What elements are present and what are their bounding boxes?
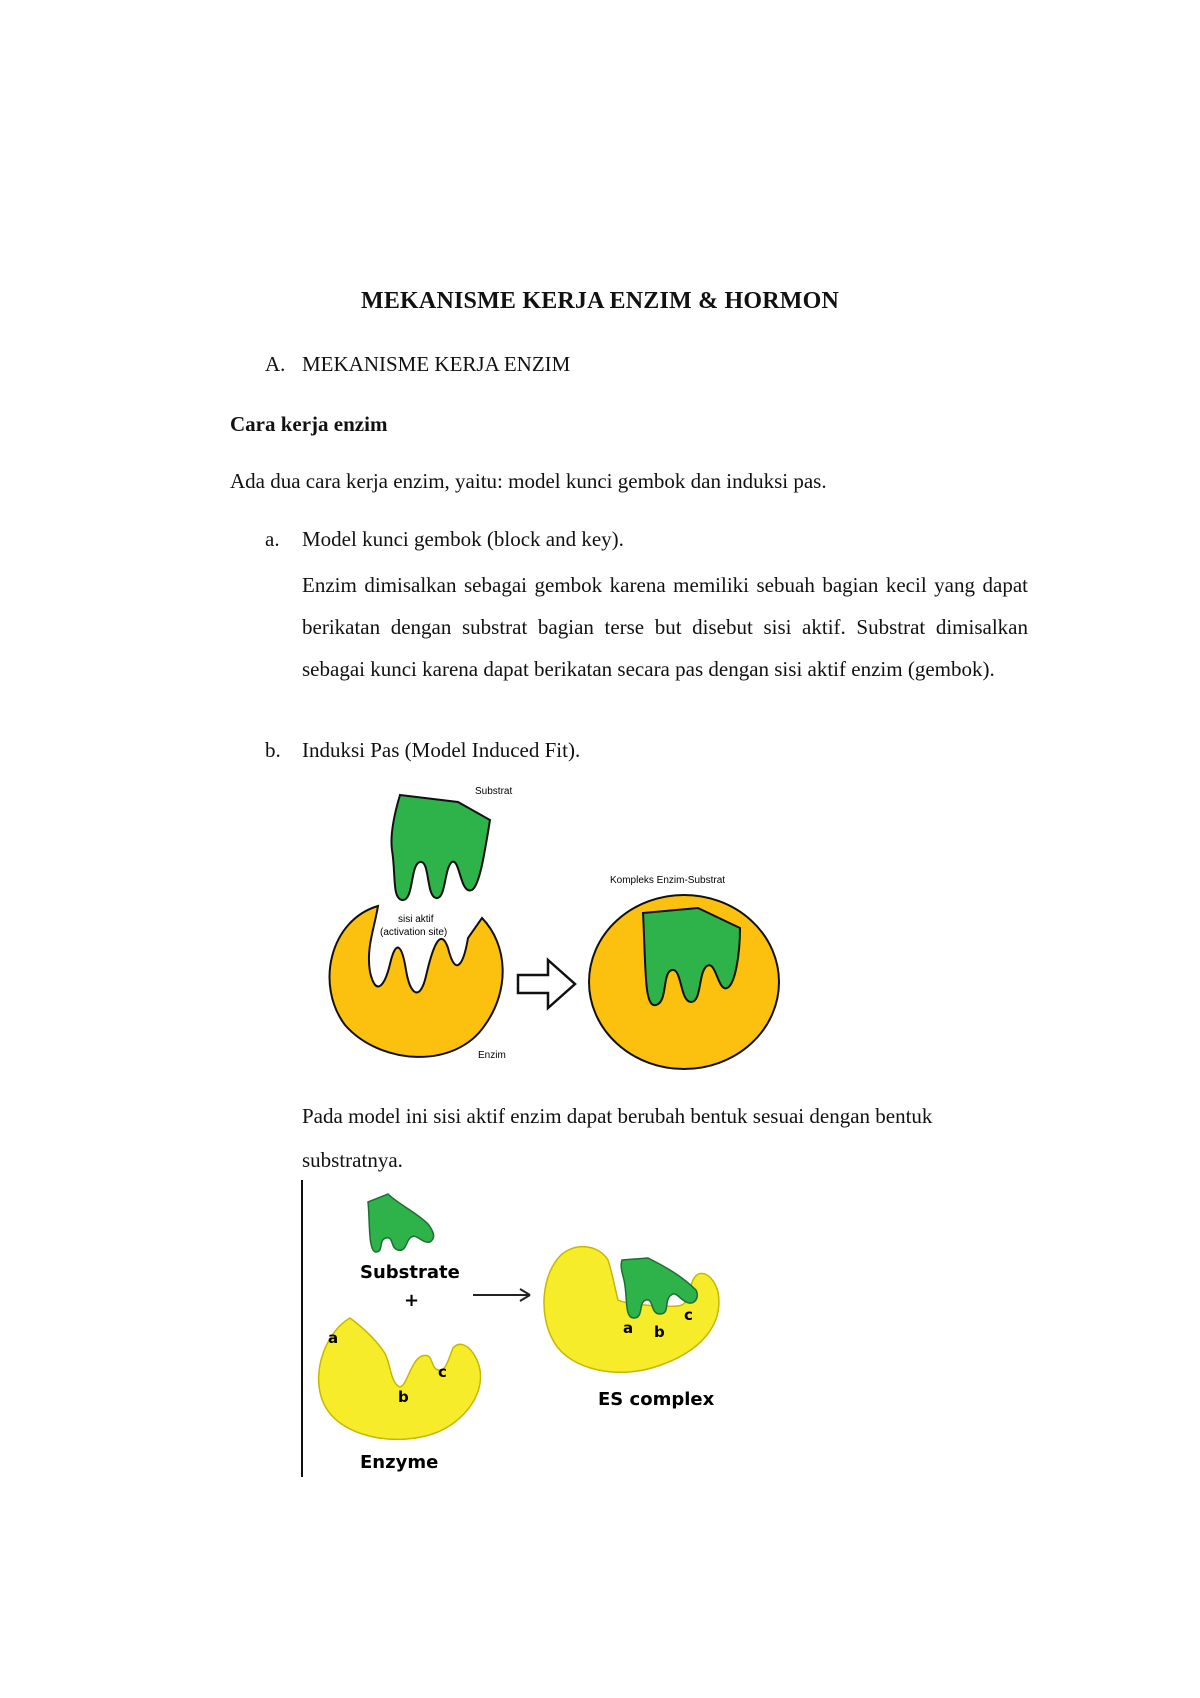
es-complex-label: ES complex — [598, 1389, 715, 1410]
enzyme-label: Enzyme — [360, 1452, 439, 1473]
site-label-line1: sisi aktif — [398, 914, 434, 925]
substrate-shape — [391, 795, 490, 900]
list-letter-b: b. — [265, 738, 281, 762]
figure-induced-fit — [298, 1180, 778, 1480]
substrate-label: Substrate — [360, 1262, 460, 1283]
enzim-label: Enzim — [478, 1050, 506, 1061]
site-b-left: b — [398, 1388, 409, 1406]
subheading: Cara kerja enzim — [230, 412, 388, 436]
arrow-right-icon — [518, 960, 575, 1008]
list-paragraph-a: Enzim dimisalkan sebagai gembok karena memiliki sebuah bagian kecil yang dapat berikatan dengan substrat bagian terse but disebut sisi aktif. Substrat dimisalkan sebagai kunci karena dapat berikatan secara pas dengan sisi aktif enzim (gembok). — [302, 573, 1028, 681]
site-label-line2: (activation site) — [380, 927, 448, 938]
list-letter-a: a. — [265, 527, 280, 551]
enzyme-shape-2 — [319, 1318, 481, 1439]
intro-paragraph: Ada dua cara kerja enzim, yaitu: model kunci gembok dan induksi pas. — [230, 469, 827, 493]
site-c-left: c — [438, 1363, 447, 1381]
document-title: MEKANISME KERJA ENZIM & HORMON — [360, 288, 839, 314]
list-paragraph-b: Pada model ini sisi aktif enzim dapat berubah bentuk sesuai dengan bentuk substratnya. — [302, 1104, 933, 1172]
figure-lock-and-key — [310, 780, 790, 1070]
list-heading-b: Induksi Pas (Model Induced Fit). — [302, 738, 581, 762]
site-a-left: a — [328, 1329, 339, 1347]
substrate-shape-2 — [368, 1194, 434, 1252]
plus-sign: + — [404, 1290, 420, 1311]
site-b-right: b — [654, 1323, 665, 1341]
complex-label: Kompleks Enzim-Substrat — [610, 875, 726, 886]
section-letter: A. — [265, 352, 286, 376]
site-a-right: a — [623, 1319, 634, 1337]
substrat-label: Substrat — [475, 786, 513, 797]
section-heading: MEKANISME KERJA ENZIM — [302, 352, 571, 376]
list-heading-a: Model kunci gembok (block and key). — [302, 527, 624, 551]
site-c-right: c — [684, 1306, 693, 1324]
